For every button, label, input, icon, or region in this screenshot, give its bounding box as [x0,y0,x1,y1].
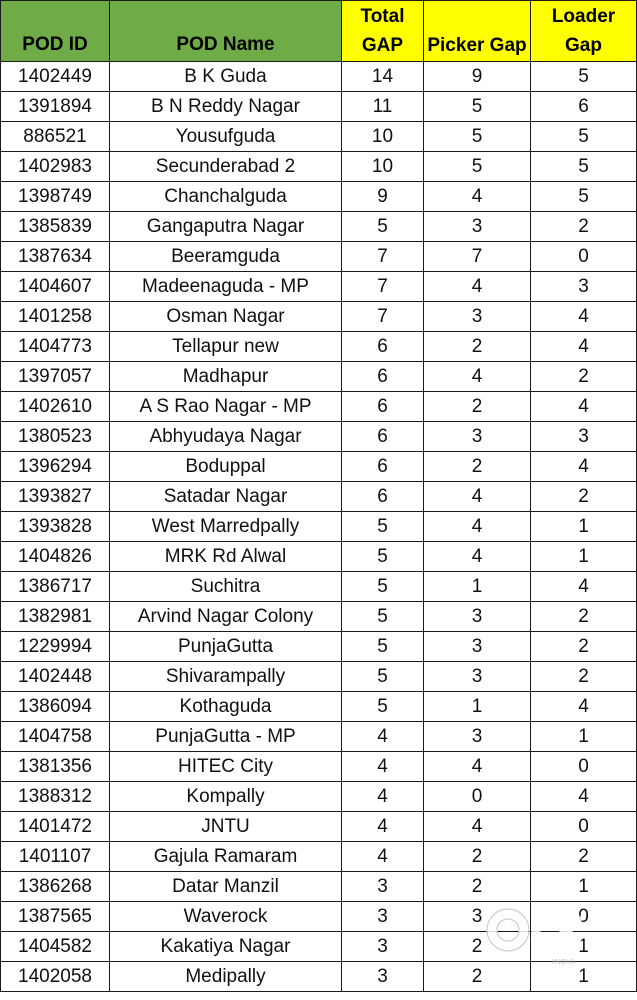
cell-loader-gap: 0 [531,752,637,782]
cell-pod-id: 1391894 [1,92,110,122]
table-row [1,842,637,872]
table-row [1,272,637,302]
cell-picker-gap: 3 [424,662,531,692]
cell-pod-name: Yousufguda [110,122,342,152]
cell-pod-name: B N Reddy Nagar [110,92,342,122]
cell-pod-name: Madeenaguda - MP [110,272,342,302]
cell-pod-name: Suchitra [110,572,342,602]
cell-picker-gap: 1 [424,572,531,602]
cell-pod-id: 1385839 [1,212,110,242]
cell-picker-gap: 4 [424,182,531,212]
cell-loader-gap: 1 [531,872,637,902]
cell-pod-name: Tellapur new [110,332,342,362]
cell-pod-id: 1382981 [1,602,110,632]
cell-picker-gap: 3 [424,902,531,932]
cell-pod-name: Shivarampally [110,662,342,692]
cell-loader-gap: 1 [531,512,637,542]
cell-total-gap: 9 [342,182,424,212]
cell-pod-name: Gajula Ramaram [110,842,342,872]
cell-pod-id: 1402448 [1,662,110,692]
cell-loader-gap: 4 [531,692,637,722]
svg-text:INDIA: INDIA [552,959,576,966]
cell-pod-id: 1402610 [1,392,110,422]
cell-total-gap: 10 [342,152,424,182]
cell-pod-name: Waverock [110,902,342,932]
table-row [1,902,637,932]
cell-pod-id: 1396294 [1,452,110,482]
header-picker-gap: Picker Gap [424,1,531,62]
cell-pod-name: Chanchalguda [110,182,342,212]
cell-pod-id: 1386717 [1,572,110,602]
cell-pod-id: 1229994 [1,632,110,662]
cell-loader-gap: 0 [531,812,637,842]
cell-loader-gap: 1 [531,962,637,992]
cell-picker-gap: 4 [424,512,531,542]
table-row [1,512,637,542]
cell-pod-id: 1404758 [1,722,110,752]
cell-total-gap: 6 [342,422,424,452]
cell-loader-gap: 2 [531,842,637,872]
cell-picker-gap: 3 [424,602,531,632]
cell-total-gap: 4 [342,722,424,752]
cell-pod-id: 1398749 [1,182,110,212]
cell-pod-id: 1401258 [1,302,110,332]
cell-total-gap: 5 [342,602,424,632]
cell-loader-gap: 1 [531,542,637,572]
cell-pod-id: 1404582 [1,932,110,962]
cell-loader-gap: 2 [531,632,637,662]
cell-pod-id: 1402058 [1,962,110,992]
cell-pod-id: 1402449 [1,62,110,92]
cell-loader-gap: 5 [531,122,637,152]
cell-pod-id: 1393827 [1,482,110,512]
header-total-gap: Total GAP [342,1,424,62]
cell-picker-gap: 4 [424,272,531,302]
table-row [1,332,637,362]
cell-pod-name: Arvind Nagar Colony [110,602,342,632]
cell-picker-gap: 0 [424,782,531,812]
cell-loader-gap: 0 [531,902,637,932]
cell-total-gap: 14 [342,62,424,92]
cell-total-gap: 7 [342,242,424,272]
table-row [1,362,637,392]
cell-pod-name: Boduppal [110,452,342,482]
cell-total-gap: 6 [342,362,424,392]
table-row [1,482,637,512]
cell-picker-gap: 3 [424,632,531,662]
cell-total-gap: 5 [342,662,424,692]
table-body [1,62,637,992]
cell-total-gap: 4 [342,842,424,872]
cell-picker-gap: 3 [424,302,531,332]
cell-pod-id: 1404826 [1,542,110,572]
cell-total-gap: 6 [342,482,424,512]
cell-picker-gap: 2 [424,872,531,902]
cell-picker-gap: 5 [424,122,531,152]
cell-total-gap: 7 [342,272,424,302]
table-row [1,752,637,782]
cell-picker-gap: 2 [424,452,531,482]
cell-loader-gap: 2 [531,362,637,392]
cell-total-gap: 5 [342,632,424,662]
cell-picker-gap: 7 [424,242,531,272]
cell-pod-name: JNTU [110,812,342,842]
cell-pod-name: Madhapur [110,362,342,392]
cell-loader-gap: 2 [531,662,637,692]
cell-picker-gap: 1 [424,692,531,722]
cell-total-gap: 4 [342,812,424,842]
cell-pod-id: 1401472 [1,812,110,842]
table-row [1,632,637,662]
cell-total-gap: 6 [342,332,424,362]
cell-picker-gap: 5 [424,92,531,122]
cell-loader-gap: 2 [531,602,637,632]
cell-picker-gap: 4 [424,482,531,512]
cell-pod-name: B K Guda [110,62,342,92]
header-loader-gap: Loader Gap [531,1,637,62]
cell-total-gap: 3 [342,932,424,962]
cell-picker-gap: 4 [424,362,531,392]
cell-loader-gap: 4 [531,392,637,422]
cell-total-gap: 5 [342,572,424,602]
cell-pod-name: PunjaGutta [110,632,342,662]
cell-loader-gap: 2 [531,212,637,242]
cell-pod-name: Kothaguda [110,692,342,722]
cell-pod-name: Kompally [110,782,342,812]
table-row [1,722,637,752]
cell-pod-id: 1387634 [1,242,110,272]
cell-total-gap: 4 [342,752,424,782]
cell-picker-gap: 2 [424,392,531,422]
table-row [1,182,637,212]
cell-picker-gap: 3 [424,212,531,242]
table-row [1,152,637,182]
cell-loader-gap: 4 [531,782,637,812]
cell-picker-gap: 2 [424,932,531,962]
cell-pod-id: 1393828 [1,512,110,542]
cell-loader-gap: 4 [531,332,637,362]
header-pod-id: POD ID [1,1,110,62]
cell-picker-gap: 4 [424,812,531,842]
cell-pod-name: PunjaGutta - MP [110,722,342,752]
cell-pod-id: 1387565 [1,902,110,932]
cell-picker-gap: 5 [424,152,531,182]
table-row [1,872,637,902]
table-row [1,542,637,572]
cell-loader-gap: 4 [531,452,637,482]
cell-total-gap: 5 [342,212,424,242]
cell-total-gap: 11 [342,92,424,122]
cell-loader-gap: 4 [531,572,637,602]
cell-pod-name: Datar Manzil [110,872,342,902]
cell-loader-gap: 2 [531,482,637,512]
cell-loader-gap: 1 [531,722,637,752]
table-row [1,452,637,482]
table-row [1,812,637,842]
cell-total-gap: 3 [342,872,424,902]
table-row [1,212,637,242]
table-row [1,242,637,272]
cell-total-gap: 3 [342,902,424,932]
cell-pod-name: Secunderabad 2 [110,152,342,182]
cell-pod-name: Satadar Nagar [110,482,342,512]
header-pod-name: POD Name [110,1,342,62]
cell-total-gap: 6 [342,452,424,482]
cell-pod-id: 1380523 [1,422,110,452]
cell-pod-id: 1402983 [1,152,110,182]
cell-picker-gap: 4 [424,752,531,782]
cell-picker-gap: 2 [424,962,531,992]
cell-pod-name: Gangaputra Nagar [110,212,342,242]
table-row [1,92,637,122]
cell-picker-gap: 4 [424,542,531,572]
cell-pod-id: 1404607 [1,272,110,302]
cell-pod-name: HITEC City [110,752,342,782]
table-row [1,392,637,422]
cell-total-gap: 6 [342,392,424,422]
cell-loader-gap: 1 [531,932,637,962]
table-row [1,932,637,962]
table-row [1,122,637,152]
cell-pod-id: 1397057 [1,362,110,392]
cell-loader-gap: 5 [531,182,637,212]
cell-loader-gap: 3 [531,422,637,452]
cell-pod-id: 886521 [1,122,110,152]
table-row [1,662,637,692]
cell-pod-id: 1386094 [1,692,110,722]
table-row [1,302,637,332]
cell-loader-gap: 6 [531,92,637,122]
table-row [1,602,637,632]
table-row [1,572,637,602]
cell-pod-name: Beeramguda [110,242,342,272]
cell-pod-name: Medipally [110,962,342,992]
cell-pod-name: MRK Rd Alwal [110,542,342,572]
cell-total-gap: 5 [342,542,424,572]
cell-pod-name: A S Rao Nagar - MP [110,392,342,422]
table-row [1,692,637,722]
cell-loader-gap: 5 [531,62,637,92]
cell-loader-gap: 0 [531,242,637,272]
cell-loader-gap: 3 [531,272,637,302]
cell-pod-name: Osman Nagar [110,302,342,332]
cell-total-gap: 7 [342,302,424,332]
cell-picker-gap: 3 [424,422,531,452]
cell-total-gap: 10 [342,122,424,152]
cell-total-gap: 5 [342,512,424,542]
cell-loader-gap: 4 [531,302,637,332]
cell-picker-gap: 3 [424,722,531,752]
table-row [1,62,637,92]
cell-total-gap: 5 [342,692,424,722]
cell-pod-name: West Marredpally [110,512,342,542]
cell-pod-id: 1401107 [1,842,110,872]
cell-picker-gap: 9 [424,62,531,92]
cell-pod-name: Kakatiya Nagar [110,932,342,962]
cell-total-gap: 4 [342,782,424,812]
cell-total-gap: 3 [342,962,424,992]
table-header [1,1,637,62]
cell-pod-id: 1386268 [1,872,110,902]
cell-loader-gap: 5 [531,152,637,182]
table-row [1,962,637,992]
cell-pod-id: 1388312 [1,782,110,812]
cell-pod-id: 1381356 [1,752,110,782]
cell-picker-gap: 2 [424,842,531,872]
header-row [1,1,637,62]
table-row [1,782,637,812]
cell-picker-gap: 2 [424,332,531,362]
cell-pod-id: 1404773 [1,332,110,362]
cell-pod-name: Abhyudaya Nagar [110,422,342,452]
table-row [1,422,637,452]
